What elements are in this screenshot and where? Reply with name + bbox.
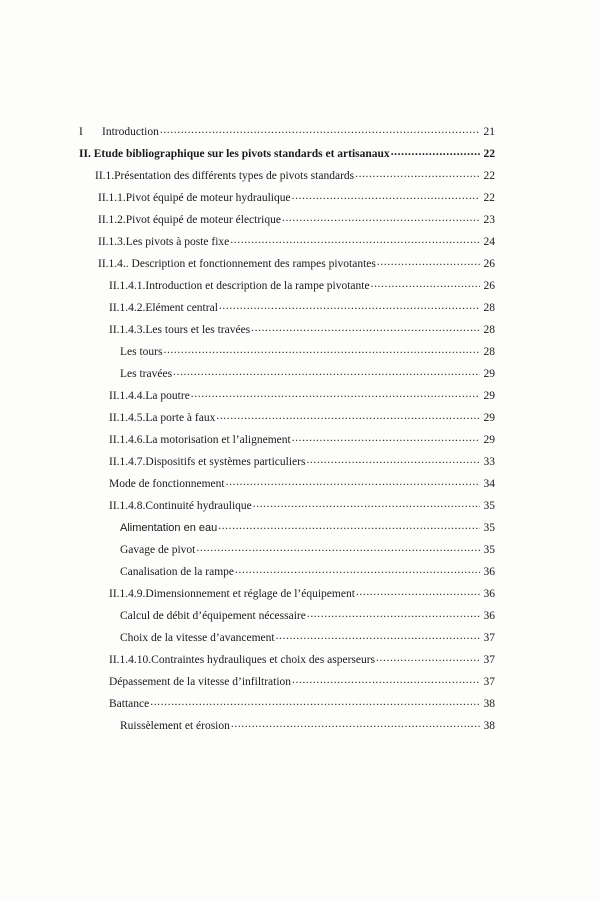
toc-entry — [0, 583, 600, 605]
toc-entry-title: Gavage de pivot — [120, 544, 196, 556]
toc-dot-leader — [376, 651, 480, 663]
toc-dot-leader — [191, 387, 480, 399]
toc-entry-title: Mode de fonctionnement — [109, 478, 225, 490]
toc-page-number: 28 — [483, 324, 495, 336]
toc-entry-line — [120, 541, 495, 558]
toc-entry — [0, 407, 600, 429]
toc-dot-leader — [251, 321, 480, 333]
toc-page-number: 28 — [483, 346, 495, 358]
toc-entry — [0, 627, 600, 649]
toc-entry-title: Dépassement de la vitesse d’infiltration — [109, 676, 292, 688]
toc-dot-leader — [391, 145, 480, 157]
toc-page-number: 26 — [483, 258, 495, 270]
toc-entry-title: Battance — [109, 698, 150, 710]
toc-entry — [0, 693, 600, 715]
table-of-contents — [0, 121, 600, 737]
toc-page-number: 35 — [483, 544, 495, 556]
toc-entry — [0, 671, 600, 693]
toc-entry-line — [109, 585, 495, 602]
toc-dot-leader — [163, 343, 480, 355]
toc-dot-leader — [282, 211, 480, 223]
toc-entry-title: II.1.4.3.Les tours et les travées — [109, 324, 251, 336]
toc-entry-title: II.1.4.5.La porte à faux — [109, 412, 216, 424]
toc-page-number: 22 — [483, 170, 495, 182]
toc-entry — [0, 495, 600, 517]
toc-dot-leader — [356, 585, 480, 597]
toc-entry-line — [120, 607, 495, 624]
toc-page-number: 21 — [483, 126, 495, 138]
toc-entry-line — [109, 299, 495, 316]
toc-dot-leader — [230, 233, 480, 245]
toc-entry-title: II.1.4.. Description et fonctionnement des rampes pivotantes — [98, 258, 376, 270]
toc-entry-title: II.1.4.10.Contraintes hydrauliques et choix des asperseurs — [109, 654, 376, 666]
toc-entry-title: Les tours — [120, 346, 163, 358]
toc-entry-line — [109, 695, 495, 712]
toc-entry-line — [109, 475, 495, 492]
toc-entry-title: Alimentation en eau — [120, 522, 218, 534]
toc-entry — [0, 561, 600, 583]
toc-dot-leader — [218, 519, 480, 531]
toc-dot-leader — [173, 365, 480, 377]
toc-page-number: 36 — [483, 566, 495, 578]
toc-entry-line — [120, 629, 495, 646]
toc-page-number: 33 — [483, 456, 495, 468]
toc-entry-title: II.1.Présentation des différents types de pivots standards — [95, 170, 355, 182]
toc-dot-leader — [150, 695, 480, 707]
toc-page-number: 29 — [483, 434, 495, 446]
toc-entry — [0, 209, 600, 231]
toc-entry — [0, 451, 600, 473]
toc-entry-line — [109, 453, 495, 470]
toc-entry-title: Calcul de débit d’équipement nécessaire — [120, 610, 306, 622]
toc-dot-leader — [306, 453, 480, 465]
toc-entry-line — [120, 343, 495, 360]
toc-entry-title: II.1.4.9.Dimensionnement et réglage de l’équipement — [109, 588, 355, 600]
toc-entry-number: I — [79, 126, 83, 138]
toc-entry-line — [109, 321, 495, 338]
toc-entry-line — [109, 431, 495, 448]
toc-entry — [0, 605, 600, 627]
toc-entry-title: II.1.1.Pivot équipé de moteur hydraulique — [98, 192, 291, 204]
toc-entry-line — [98, 255, 495, 272]
toc-dot-leader — [276, 629, 480, 641]
toc-entry — [0, 715, 600, 737]
toc-page-number: 38 — [483, 698, 495, 710]
toc-entry-title: II.1.3.Les pivots à poste fixe — [98, 236, 230, 248]
toc-page-number: 28 — [483, 302, 495, 314]
toc-entry-title: II.1.4.6.La motorisation et l’alignement — [109, 434, 291, 446]
toc-dot-leader — [292, 673, 480, 685]
toc-dot-leader — [196, 541, 480, 553]
toc-entry-line — [120, 519, 495, 536]
toc-entry-title: II.1.4.7.Dispositifs et systèmes particuliers — [109, 456, 306, 468]
toc-entry-line — [120, 563, 495, 580]
toc-page-number: 37 — [483, 654, 495, 666]
toc-page-number: 38 — [483, 720, 495, 732]
toc-page-number: 35 — [483, 522, 495, 534]
toc-page-number: 34 — [483, 478, 495, 490]
toc-entry — [0, 253, 600, 275]
toc-entry-line — [95, 167, 495, 184]
toc-entry — [0, 363, 600, 385]
toc-dot-leader — [226, 475, 480, 487]
toc-entry — [0, 539, 600, 561]
toc-dot-leader — [216, 409, 480, 421]
toc-entry-title: Ruissèlement et érosion — [120, 720, 230, 732]
toc-entry-line — [79, 123, 495, 140]
toc-dot-leader — [292, 189, 480, 201]
toc-page-number: 23 — [483, 214, 495, 226]
toc-entry-title: II. Etude bibliographique sur les pivots standards et artisanaux — [79, 148, 390, 160]
toc-entry — [0, 341, 600, 363]
toc-entry — [0, 649, 600, 671]
toc-page-number: 36 — [483, 588, 495, 600]
toc-page-number: 29 — [483, 368, 495, 380]
toc-entry-line — [109, 651, 495, 668]
toc-page-number: 37 — [483, 676, 495, 688]
toc-entry-title: Les travées — [120, 368, 173, 380]
toc-entry-line — [120, 365, 495, 382]
toc-dot-leader — [253, 497, 480, 509]
toc-entry-title: Choix de la vitesse d’avancement — [120, 632, 275, 644]
toc-entry-title: II.1.4.8.Continuité hydraulique — [109, 500, 252, 512]
toc-entry-line — [98, 211, 495, 228]
toc-entry-line — [98, 189, 495, 206]
toc-entry — [0, 517, 600, 539]
toc-page-number: 24 — [483, 236, 495, 248]
toc-page-number: 35 — [483, 500, 495, 512]
toc-dot-leader — [235, 563, 480, 575]
toc-dot-leader — [292, 431, 480, 443]
toc-entry — [0, 385, 600, 407]
toc-page-number: 22 — [483, 192, 495, 204]
toc-dot-leader — [231, 717, 480, 729]
toc-entry — [0, 143, 600, 165]
toc-dot-leader — [377, 255, 480, 267]
toc-dot-leader — [307, 607, 480, 619]
toc-entry-title: Introduction — [102, 126, 159, 138]
toc-entry — [0, 275, 600, 297]
toc-entry — [0, 121, 600, 143]
toc-page-number: 26 — [483, 280, 495, 292]
toc-dot-leader — [219, 299, 480, 311]
toc-entry-title: II.1.4.2.Elément central — [109, 302, 218, 314]
toc-entry-line — [109, 497, 495, 514]
toc-entry-line — [98, 233, 495, 250]
toc-page-number: 29 — [483, 412, 495, 424]
toc-page-number: 29 — [483, 390, 495, 402]
toc-page-number: 36 — [483, 610, 495, 622]
toc-entry — [0, 473, 600, 495]
toc-entry-line — [109, 277, 495, 294]
toc-entry-line — [109, 409, 495, 426]
toc-entry — [0, 165, 600, 187]
toc-entry-line — [109, 387, 495, 404]
toc-entry-title: II.1.4.4.La poutre — [109, 390, 190, 402]
toc-entry — [0, 319, 600, 341]
toc-dot-leader — [160, 123, 480, 135]
toc-entry-title: II.1.2.Pivot équipé de moteur électrique — [98, 214, 281, 226]
toc-entry-line — [109, 673, 495, 690]
toc-entry-title: II.1.4.1.Introduction et description de la rampe pivotante — [109, 280, 370, 292]
toc-dot-leader — [371, 277, 480, 289]
toc-page-number: 37 — [483, 632, 495, 644]
toc-entry-line — [120, 717, 495, 734]
toc-entry-line — [79, 145, 495, 162]
toc-page-number: 22 — [483, 148, 495, 160]
toc-entry — [0, 297, 600, 319]
toc-dot-leader — [355, 167, 480, 179]
toc-entry-title: Canalisation de la rampe — [120, 566, 235, 578]
toc-entry — [0, 429, 600, 451]
toc-entry — [0, 231, 600, 253]
toc-entry — [0, 187, 600, 209]
